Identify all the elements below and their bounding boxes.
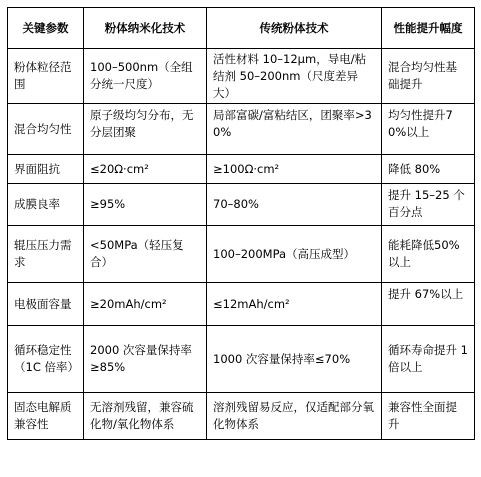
cell-improvement: 提升 67%以上 bbox=[382, 283, 475, 326]
table-row bbox=[8, 155, 475, 184]
cell-parameter: 循环稳定性（1C 倍率） bbox=[8, 326, 84, 393]
cell-traditional: 活性材料 10–12μm，导电/粘结剂 50–200nm（尺度差异大） bbox=[207, 49, 382, 104]
header-parameter: 关键参数 bbox=[8, 8, 84, 49]
header-nano-tech: 粉体纳米化技术 bbox=[84, 8, 207, 49]
cell-traditional: ≤12mAh/cm² bbox=[207, 283, 382, 326]
header-traditional-tech: 传统粉体技术 bbox=[207, 8, 382, 49]
cell-parameter: 电极面容量 bbox=[8, 283, 84, 326]
cell-parameter: 混合均匀性 bbox=[8, 104, 84, 155]
cell-improvement: 循环寿命提升 1 倍以上 bbox=[382, 326, 475, 393]
cell-nano: 原子级均匀分布，无分层团聚 bbox=[84, 104, 207, 155]
cell-nano: <50MPa（轻压复合） bbox=[84, 226, 207, 283]
table-row bbox=[8, 283, 475, 326]
table-row bbox=[8, 184, 475, 226]
cell-traditional: 溶剂残留易反应，仅适配部分氧化物体系 bbox=[207, 393, 382, 440]
table-row bbox=[8, 393, 475, 440]
cell-improvement: 均匀性提升70%以上 bbox=[382, 104, 475, 155]
cell-improvement: 提升 15–25 个百分点 bbox=[382, 184, 475, 226]
cell-improvement: 混合均匀性基础提升 bbox=[382, 49, 475, 104]
cell-nano: ≤20Ω·cm² bbox=[84, 155, 207, 184]
cell-improvement: 降低 80% bbox=[382, 155, 475, 184]
cell-parameter: 固态电解质兼容性 bbox=[8, 393, 84, 440]
table-row bbox=[8, 49, 475, 104]
cell-improvement: 兼容性全面提升 bbox=[382, 393, 475, 440]
cell-traditional: ≥100Ω·cm² bbox=[207, 155, 382, 184]
table-row bbox=[8, 104, 475, 155]
cell-traditional: 局部富碳/富粘结区，团聚率>30% bbox=[207, 104, 382, 155]
cell-nano: 100–500nm（全组分统一尺度） bbox=[84, 49, 207, 104]
cell-traditional: 100–200MPa（高压成型） bbox=[207, 226, 382, 283]
cell-nano: ≥20mAh/cm² bbox=[84, 283, 207, 326]
cell-nano: 2000 次容量保持率≥85% bbox=[84, 326, 207, 393]
cell-parameter: 粉体粒径范围 bbox=[8, 49, 84, 104]
cell-improvement: 能耗降低50%以上 bbox=[382, 226, 475, 283]
table-row bbox=[8, 226, 475, 283]
comparison-table bbox=[7, 7, 475, 440]
cell-traditional: 70–80% bbox=[207, 184, 382, 226]
cell-nano: 无溶剂残留，兼容硫化物/氧化物体系 bbox=[84, 393, 207, 440]
header-improvement: 性能提升幅度 bbox=[382, 8, 475, 49]
cell-traditional: 1000 次容量保持率≤70% bbox=[207, 326, 382, 393]
cell-parameter: 辊压压力需求 bbox=[8, 226, 84, 283]
cell-parameter: 界面阻抗 bbox=[8, 155, 84, 184]
table-row bbox=[8, 326, 475, 393]
cell-parameter: 成膜良率 bbox=[8, 184, 84, 226]
table-header-row bbox=[8, 8, 475, 49]
cell-nano: ≥95% bbox=[84, 184, 207, 226]
